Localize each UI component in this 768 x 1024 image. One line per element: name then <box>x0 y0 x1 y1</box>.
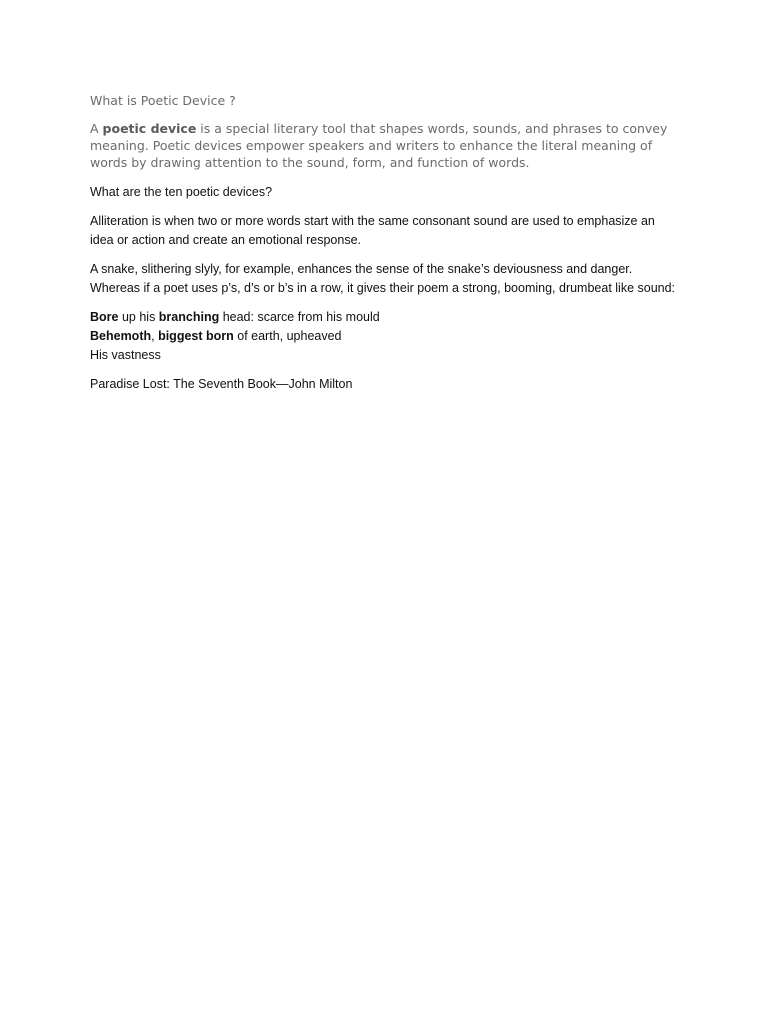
poem-line-2-text-1: , <box>151 329 159 343</box>
document-heading: What is Poetic Device ? <box>90 93 236 108</box>
intro-term: poetic device <box>102 121 197 136</box>
poem-line-2 <box>90 327 680 346</box>
poem-line-2-bold-2: biggest born <box>158 329 234 343</box>
question-paragraph: What are the ten poetic devices? <box>90 185 273 199</box>
intro-prefix: A <box>90 121 103 136</box>
example-paragraph: A snake, slithering slyly, for example, enhances the sense of the snake’s deviousness and danger. Whereas if a poet uses p’s, d’s or b’s in a row, it gives their poem a strong, booming, drumbeat like sound: <box>90 262 676 295</box>
poem-line-2-bold-1: Behemoth <box>90 329 152 343</box>
poem-line-1 <box>90 308 680 327</box>
poem-line-2-text-2: of earth, upheaved <box>233 329 342 343</box>
alliteration-paragraph: Alliteration is when two or more words start with the same consonant sound are used to emphasize an idea or action and create an emotional response. <box>90 214 655 247</box>
intro-rest: is a special literary tool that shapes words, sounds, and phrases to convey meaning. Poetic devices empower speakers and writers to enhance the literal meaning of words by drawing attention to the sound, form, and function of words. <box>90 121 668 170</box>
document-page <box>90 92 680 404</box>
poem-line-1-text-1: up his <box>118 310 159 324</box>
poem-line-3: His vastness <box>90 348 161 362</box>
poem-excerpt <box>90 308 680 365</box>
citation: Paradise Lost: The Seventh Book—John Milton <box>90 377 353 391</box>
poem-line-1-bold-1: Bore <box>90 310 119 324</box>
poem-line-1-text-2: head: scarce from his mould <box>219 310 380 324</box>
poem-line-1-bold-2: branching <box>158 310 220 324</box>
intro-paragraph <box>90 120 680 171</box>
